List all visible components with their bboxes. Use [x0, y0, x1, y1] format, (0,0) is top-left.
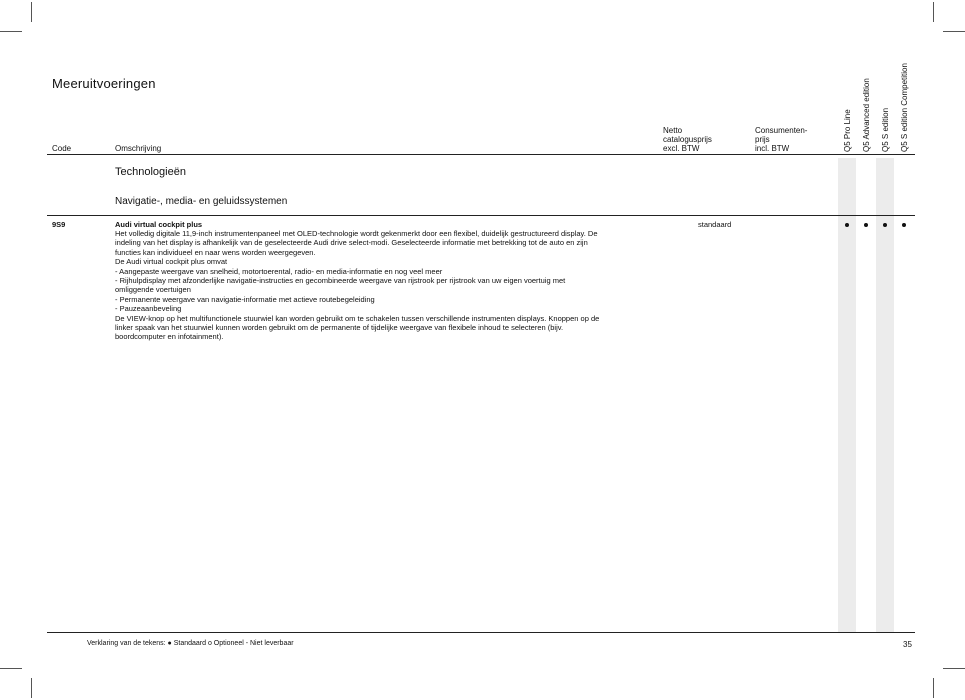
description-line: linker spaak van het stuurwiel kunnen worden gebruikt om de permanente of tijdelijke weergave van flexibele inhoud te selecteren (bijv.	[115, 323, 564, 333]
description-line: - Permanente weergave van navigatie-informatie met actieve routebegeleiding	[115, 294, 375, 304]
option-code: 9S9	[52, 220, 66, 229]
description-line: De VIEW-knop op het multifunctionele stuurwiel kan worden gebruikt om te schakelen tussen verschillende instrumenten displays. Knoppen op de	[115, 313, 600, 323]
header-consumer-price-line: prijs	[755, 135, 770, 144]
option-name: Audi virtual cockpit plus	[115, 220, 203, 229]
version-header-s-competition: Q5 S edition Competition	[900, 63, 909, 152]
header-code: Code	[52, 144, 72, 153]
version-column-bg	[876, 158, 894, 632]
header-net-price-line: Netto	[663, 126, 683, 135]
crop-mark	[933, 2, 934, 22]
section-rule	[47, 215, 915, 216]
crop-mark	[933, 678, 934, 698]
header-consumer-price-line: incl. BTW	[755, 144, 790, 153]
standard-dot	[883, 223, 887, 227]
crop-mark	[943, 31, 965, 32]
crop-mark	[31, 678, 32, 698]
page-title: Meeruitvoeringen	[52, 75, 156, 91]
crop-mark	[943, 668, 965, 669]
description-line: indeling van het display is afhankelijk van de geselecteerde Audi drive select-modi. Geselecteerde informatie met betrekking tot de auto en zijn	[115, 238, 588, 248]
version-header-advanced: Q5 Advanced edition	[862, 78, 871, 152]
footer-rule	[47, 632, 915, 633]
description-line: - Rijhulpdisplay met afzonderlijke navigatie-instructies en gecombineerde weergave van rijstrook per rijstrook van uw eigen voertuig met	[115, 276, 566, 286]
header-net-price	[663, 126, 712, 153]
description-line: - Pauzeaanbeveling	[115, 304, 182, 314]
header-net-price-line: excl. BTW	[663, 144, 700, 153]
price-note: standaard	[698, 220, 732, 229]
section-title: Technologieën	[115, 166, 186, 178]
description-line: De Audi virtual cockpit plus omvat	[115, 257, 228, 267]
header-description: Omschrijving	[115, 144, 162, 153]
description-line: functies kan individueel en naar wens worden weergegeven.	[115, 247, 316, 257]
description-line: - Aangepaste weergave van snelheid, motortoerental, radio- en media-informatie en nog veel meer	[115, 266, 443, 276]
standard-dot	[864, 223, 868, 227]
header-rule	[47, 154, 915, 155]
header-net-price-line: catalogusprijs	[663, 135, 712, 144]
standard-dot	[845, 223, 849, 227]
crop-mark	[0, 668, 22, 669]
description-line: Het volledig digitale 11,9-inch instrumentenpaneel met OLED-technologie wordt gekenmerkt door een flexibel, duidelijk gestructureerd display. De	[115, 229, 598, 238]
option-description	[115, 229, 650, 342]
description-line: omliggende voertuigen	[115, 285, 191, 295]
crop-mark	[0, 31, 22, 32]
version-column-bg	[838, 158, 856, 632]
description-line: boordcomputer en infotainment).	[115, 332, 224, 342]
crop-mark	[31, 2, 32, 22]
version-header-s-edition: Q5 S edition	[881, 107, 890, 152]
header-consumer-price	[755, 126, 807, 153]
page-number: 35	[903, 640, 912, 649]
standard-dot	[902, 223, 906, 227]
legend: Verklaring van de tekens: ● Standaard o Optioneel - Niet leverbaar	[87, 640, 294, 647]
header-consumer-price-line: Consumenten-	[755, 126, 808, 135]
version-header-pro-line: Q5 Pro Line	[843, 109, 852, 152]
subsection-title: Navigatie-, media- en geluidssystemen	[115, 196, 288, 207]
